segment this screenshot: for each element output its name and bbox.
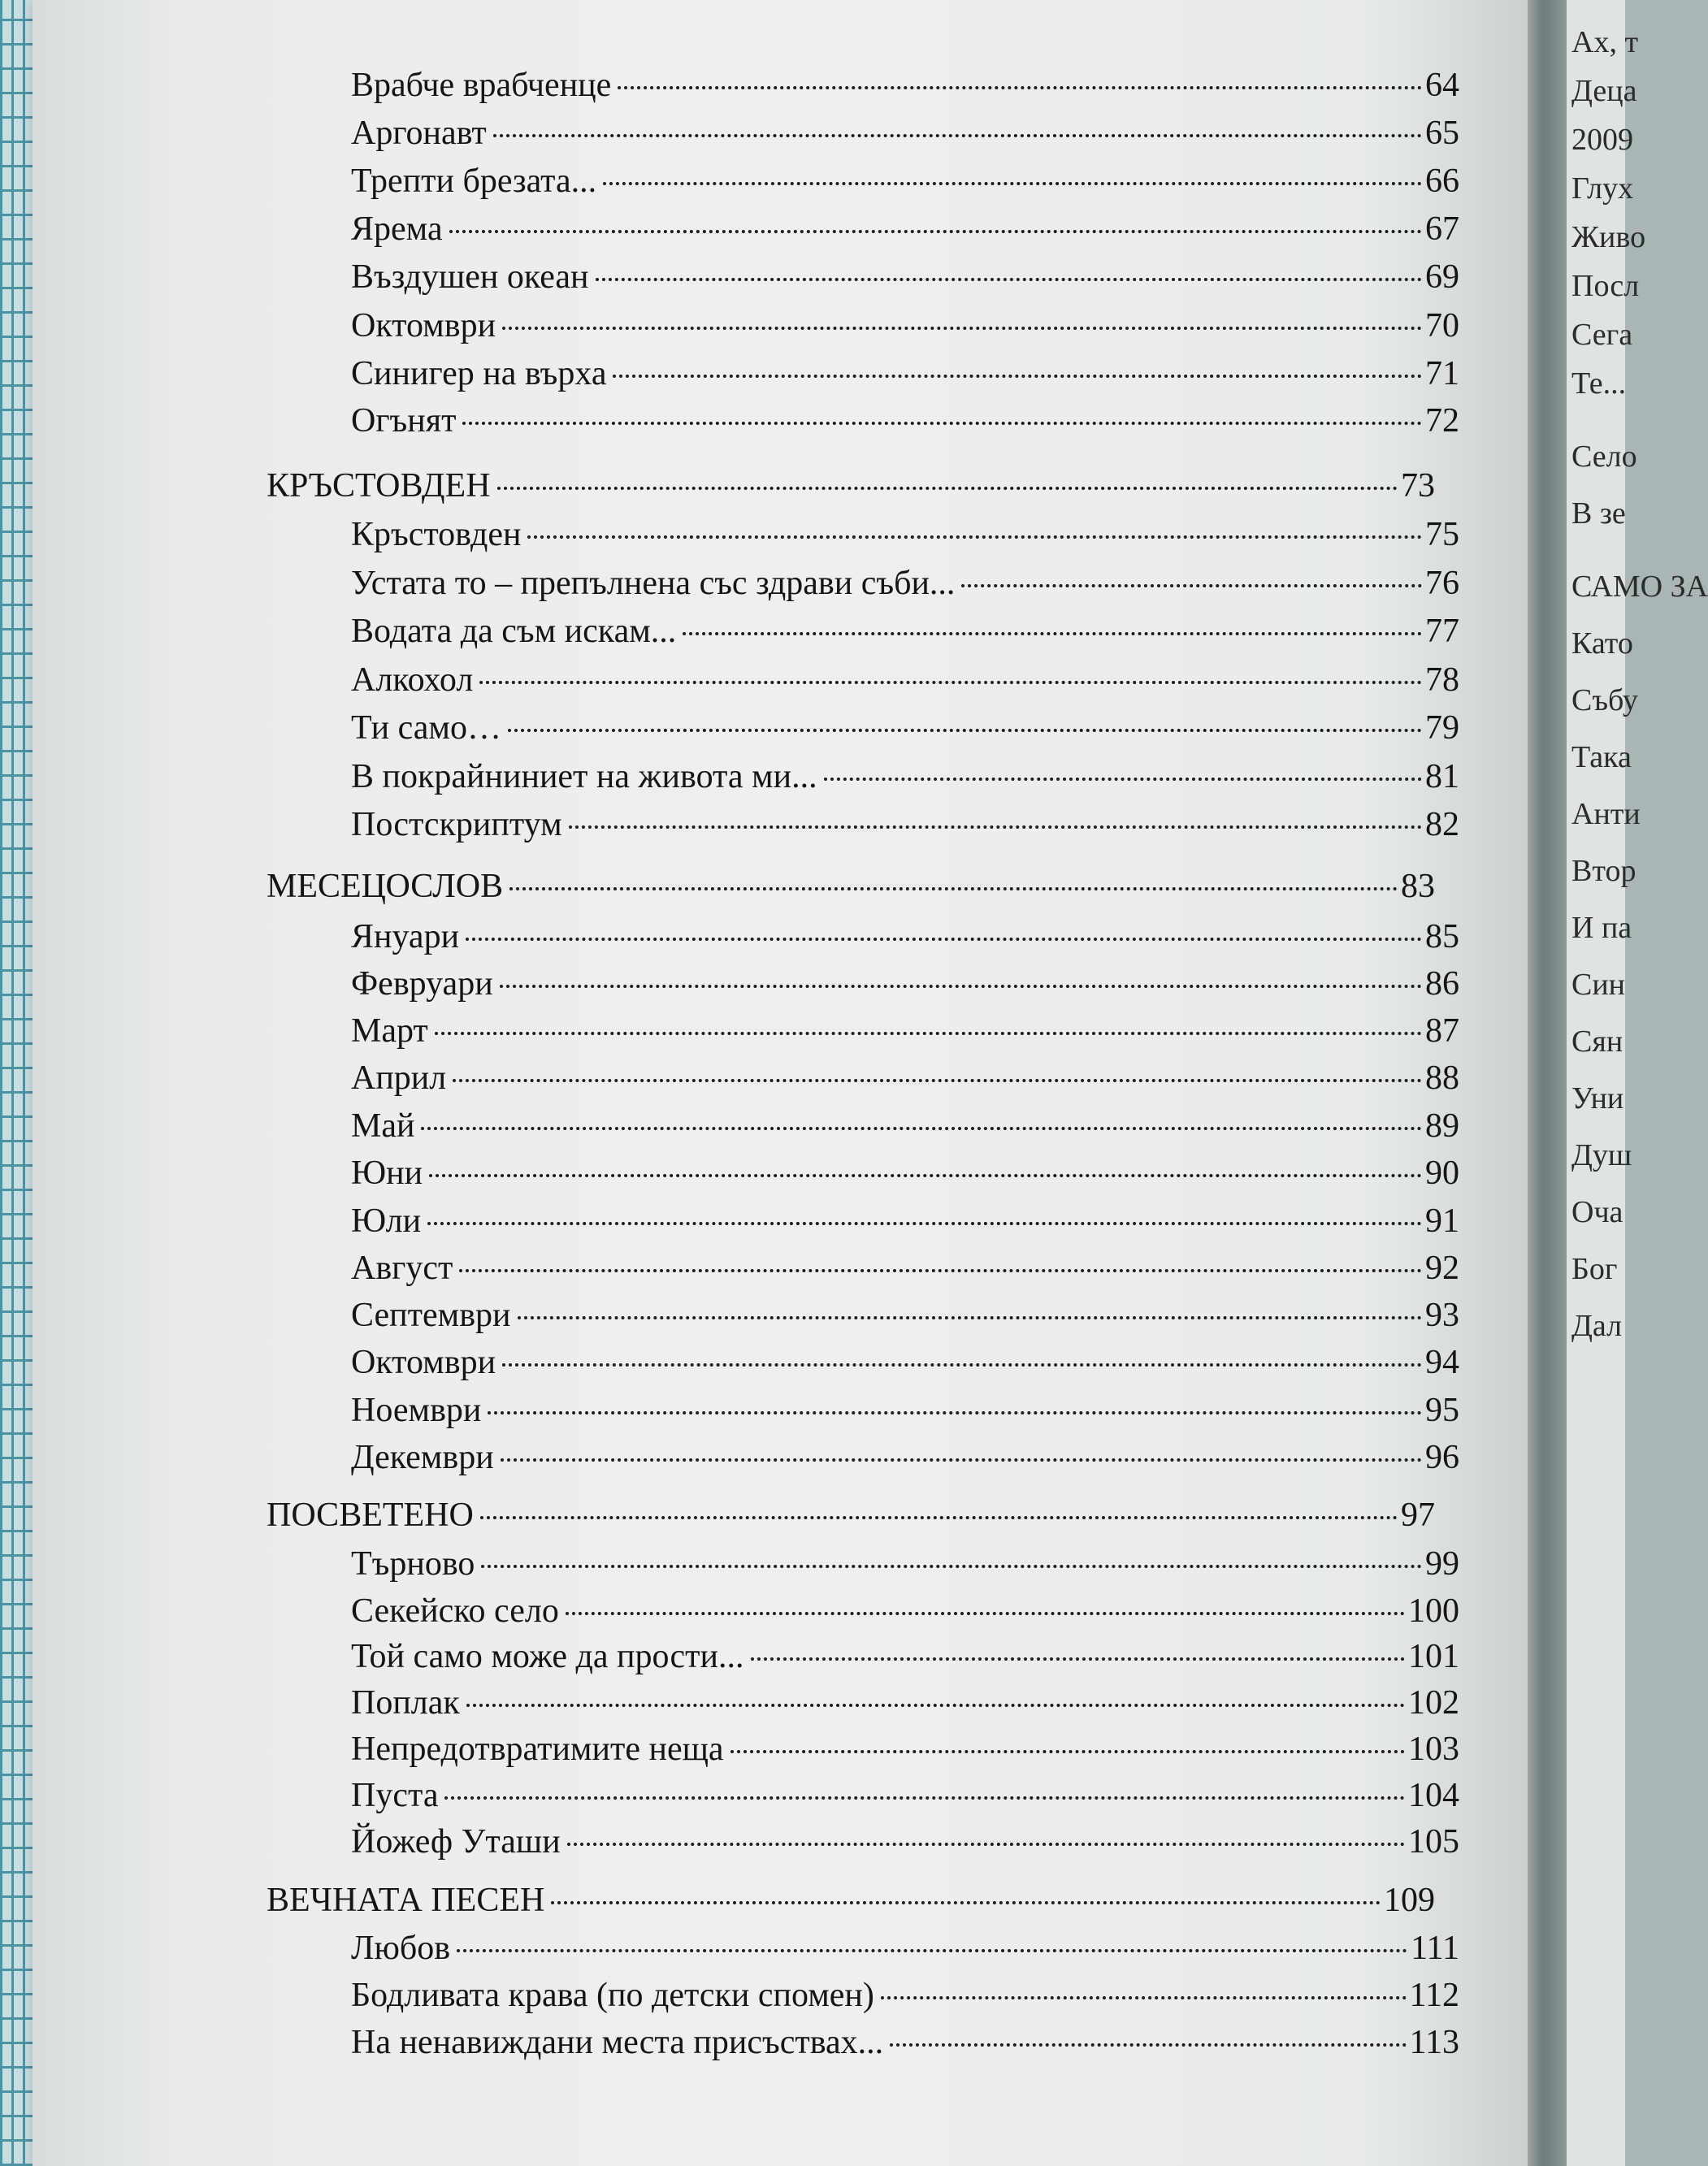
toc-title: Септември: [351, 1297, 511, 1334]
dot-leader: [449, 230, 1422, 233]
dot-leader: [890, 2043, 1406, 2047]
dot-leader: [493, 134, 1422, 137]
toc-entry: [351, 563, 1459, 605]
dot-leader: [683, 632, 1422, 635]
dot-leader: [569, 825, 1422, 829]
toc-entry: [351, 1437, 1459, 1479]
toc-title: Кръстовден: [351, 516, 522, 553]
toc-title: Ярема: [351, 210, 443, 248]
dot-leader: [881, 1996, 1407, 1999]
toc-page-number: 113: [1409, 2024, 1459, 2061]
toc-page-number: 67: [1425, 210, 1459, 248]
toc-page-number: 88: [1425, 1059, 1459, 1097]
toc-title: МЕСЕЦОСЛОВ: [267, 868, 504, 905]
toc-title: Пуста: [351, 1777, 439, 1814]
facing-page-line: Бог: [1571, 1252, 1618, 1286]
toc-title: Октомври: [351, 307, 496, 344]
toc-title: Юли: [351, 1202, 422, 1240]
toc-entry: [351, 1342, 1459, 1384]
toc-entry: [351, 1544, 1459, 1586]
toc-entry: [351, 305, 1459, 348]
facing-page-line: Анти: [1571, 797, 1641, 831]
dot-leader: [427, 1222, 1422, 1225]
toc-page-number: 82: [1425, 806, 1459, 843]
facing-page-line: Село: [1571, 440, 1637, 474]
facing-page-line: В зе: [1571, 496, 1626, 531]
toc-entry: [351, 1153, 1459, 1195]
facing-page-line: Посл: [1571, 269, 1640, 303]
dot-leader: [466, 938, 1422, 941]
dot-leader: [527, 535, 1422, 539]
toc-section: [267, 866, 1435, 908]
toc-entry: [351, 1295, 1459, 1337]
toc-page-number: 93: [1425, 1297, 1459, 1334]
dot-leader: [751, 1657, 1406, 1661]
toc-entry: [351, 1011, 1459, 1053]
toc-page-number: 92: [1425, 1250, 1459, 1287]
toc-page-number: 94: [1425, 1344, 1459, 1381]
dot-leader: [466, 1704, 1405, 1707]
dot-leader: [444, 1796, 1405, 1800]
toc-title: Аргонавт: [351, 115, 487, 152]
toc-page-number: 64: [1425, 67, 1459, 104]
dot-leader: [824, 778, 1422, 781]
toc-title: Търново: [351, 1545, 475, 1583]
toc-entry: [351, 804, 1459, 847]
toc-entry: [351, 1822, 1459, 1864]
facing-page-line: Те...: [1571, 366, 1627, 401]
toc-page-number: 91: [1425, 1202, 1459, 1240]
toc-page-number: 89: [1425, 1107, 1459, 1145]
dot-leader: [502, 327, 1422, 330]
toc-entry: [351, 1248, 1459, 1290]
toc-title: Бодливата крава (по детски спомен): [351, 1977, 874, 2014]
toc-entry: [351, 1683, 1459, 1725]
toc-page-number: 104: [1408, 1777, 1459, 1814]
dot-leader: [453, 1079, 1422, 1082]
dot-leader: [500, 985, 1422, 988]
toc-page-number: 77: [1425, 613, 1459, 650]
toc-page-number: 111: [1411, 1930, 1459, 1967]
toc-section: [267, 1495, 1435, 1537]
facing-page-line: Събу: [1571, 683, 1638, 717]
facing-page-line: Сега: [1571, 318, 1633, 352]
dot-leader: [613, 375, 1422, 378]
toc-page-number: 96: [1425, 1439, 1459, 1476]
toc-title: На ненавиждани места присъствах...: [351, 2024, 884, 2061]
dot-leader: [566, 1612, 1405, 1615]
toc-entry: [351, 353, 1459, 396]
facing-page-line: Живо: [1571, 220, 1646, 254]
toc-entry: [351, 756, 1459, 799]
dot-leader: [509, 887, 1398, 890]
toc-page-number: 85: [1425, 918, 1459, 955]
toc-title: Поплак: [351, 1684, 460, 1722]
toc-entry: [351, 2022, 1459, 2064]
toc-page-number: 69: [1425, 258, 1459, 296]
toc-entry: [351, 1390, 1459, 1432]
toc-title: Той само може да прости...: [351, 1638, 744, 1675]
toc-entry: [351, 1201, 1459, 1243]
dot-leader: [551, 1901, 1381, 1904]
facing-page-line: Уни: [1571, 1081, 1624, 1115]
toc-title: Декември: [351, 1439, 494, 1476]
dot-leader: [459, 1269, 1422, 1272]
facing-page-line: И па: [1571, 911, 1632, 945]
toc-entry: [351, 514, 1459, 557]
toc-page-number: 70: [1425, 307, 1459, 344]
toc-title: ПОСВЕТЕНО: [267, 1497, 474, 1534]
facing-page-line: 2009: [1571, 123, 1633, 157]
toc-page-number: 72: [1425, 402, 1459, 440]
toc-page-number: 109: [1384, 1882, 1435, 1919]
toc-page-number: 75: [1425, 516, 1459, 553]
facing-page-line: Оча: [1571, 1195, 1623, 1229]
dot-leader: [502, 1363, 1422, 1367]
toc-title: Непредотвратимите неща: [351, 1731, 724, 1768]
dot-leader: [457, 1949, 1407, 1952]
toc-entry: [351, 708, 1459, 750]
toc-page-number: 71: [1425, 355, 1459, 392]
toc-title: Устата то – препълнена със здрави съби...: [351, 565, 956, 602]
toc-page-number: 102: [1408, 1684, 1459, 1722]
toc-title: Любов: [351, 1930, 451, 1967]
toc-title: Май: [351, 1107, 415, 1145]
toc-entry: [351, 1928, 1459, 1970]
toc-title: Април: [351, 1059, 447, 1097]
toc-page-number: 81: [1425, 758, 1459, 795]
toc-title: Алкохол: [351, 661, 474, 699]
facing-page-line: САМО ЗА: [1571, 570, 1708, 604]
facing-page-line: Глух: [1571, 171, 1634, 206]
toc-title: Синигер на върха: [351, 355, 607, 392]
toc-entry: [351, 1729, 1459, 1771]
toc-title: Август: [351, 1250, 453, 1287]
toc-page-number: 112: [1409, 1977, 1459, 2014]
dot-leader: [730, 1750, 1405, 1753]
toc-title: Трепти брезата...: [351, 162, 597, 200]
toc-page-number: 99: [1425, 1545, 1459, 1583]
toc-title: Врабче врабченце: [351, 67, 612, 104]
toc-page-number: 86: [1425, 965, 1459, 1003]
toc-page-number: 73: [1401, 467, 1435, 505]
dot-leader: [488, 1411, 1422, 1414]
toc-title: Въздушен океан: [351, 258, 589, 296]
toc-section: [267, 1880, 1435, 1922]
toc-entry: [351, 1636, 1459, 1679]
toc-entry: [351, 1058, 1459, 1100]
toc-page-number: 97: [1401, 1497, 1435, 1534]
toc-page-number: 95: [1425, 1392, 1459, 1429]
facing-page-line: Душ: [1571, 1138, 1632, 1172]
toc-title: Януари: [351, 918, 460, 955]
toc-entry: [351, 257, 1459, 299]
toc-page-number: 105: [1408, 1823, 1459, 1861]
toc-entry: [351, 1106, 1459, 1148]
toc-entry: [351, 660, 1459, 702]
toc-entry: [351, 113, 1459, 155]
facing-page-line: Дал: [1571, 1309, 1623, 1343]
toc-entry: [351, 1975, 1459, 2017]
toc-page-number: 65: [1425, 115, 1459, 152]
dot-leader: [501, 1458, 1422, 1462]
toc-page-number: 101: [1408, 1638, 1459, 1675]
toc-title: Огънят: [351, 402, 457, 440]
toc-title: Октомври: [351, 1344, 496, 1381]
toc-title: Йожеф Уташи: [351, 1823, 561, 1861]
dot-leader: [518, 1316, 1422, 1319]
toc-title: Март: [351, 1012, 428, 1050]
dot-leader: [603, 182, 1422, 185]
facing-page-line: Деца: [1571, 74, 1637, 108]
toc-section: [267, 466, 1435, 508]
toc-title: Февруари: [351, 965, 493, 1003]
dot-leader: [462, 422, 1422, 425]
toc-title: Ти само…: [351, 709, 501, 747]
toc-title: ВЕЧНАТА ПЕСЕН: [267, 1882, 545, 1919]
toc-page-number: 100: [1408, 1592, 1459, 1630]
toc-entry: [351, 161, 1459, 203]
dot-leader: [421, 1127, 1422, 1130]
dot-leader: [567, 1843, 1405, 1846]
toc-entry: [351, 611, 1459, 653]
toc-title: Ноември: [351, 1392, 482, 1429]
dot-leader: [480, 1516, 1398, 1519]
toc-title: Юни: [351, 1154, 423, 1192]
toc-title: Секейско село: [351, 1592, 559, 1630]
toc-page-number: 83: [1401, 868, 1435, 905]
toc-page-number: 66: [1425, 162, 1459, 200]
facing-page-line: Ах, т: [1571, 25, 1639, 59]
facing-page-line: Син: [1571, 968, 1626, 1002]
toc-page-number: 76: [1425, 565, 1459, 602]
dot-leader: [618, 86, 1422, 89]
facing-page-line: Втор: [1571, 854, 1636, 888]
dot-leader: [481, 1565, 1422, 1568]
dot-leader: [508, 729, 1422, 732]
toc-entry: [351, 964, 1459, 1006]
toc-page-number: 79: [1425, 709, 1459, 747]
toc-page-number: 87: [1425, 1012, 1459, 1050]
toc-title: КРЪСТОВДЕН: [267, 467, 491, 505]
toc-entry: [351, 916, 1459, 959]
dot-leader: [596, 278, 1422, 281]
toc-entry: [351, 209, 1459, 251]
toc-entry: [351, 1775, 1459, 1817]
dot-leader: [961, 584, 1422, 587]
dot-leader: [497, 487, 1398, 490]
dot-leader: [435, 1032, 1422, 1035]
toc-entry: [351, 401, 1459, 443]
toc-entry: [351, 1591, 1459, 1633]
toc-title: Водата да съм искам...: [351, 613, 677, 650]
toc-entry: [351, 65, 1459, 107]
dot-leader: [429, 1174, 1422, 1177]
facing-page-line: Сян: [1571, 1025, 1623, 1059]
toc-title: В покрайниниет на живота ми...: [351, 758, 817, 795]
dot-leader: [479, 681, 1422, 684]
facing-page-line: Така: [1571, 740, 1632, 774]
toc-page-number: 78: [1425, 661, 1459, 699]
toc-page-number: 103: [1408, 1731, 1459, 1768]
toc-title: Постскриптум: [351, 806, 562, 843]
toc-page-number: 90: [1425, 1154, 1459, 1192]
facing-page-line: Като: [1571, 626, 1633, 661]
